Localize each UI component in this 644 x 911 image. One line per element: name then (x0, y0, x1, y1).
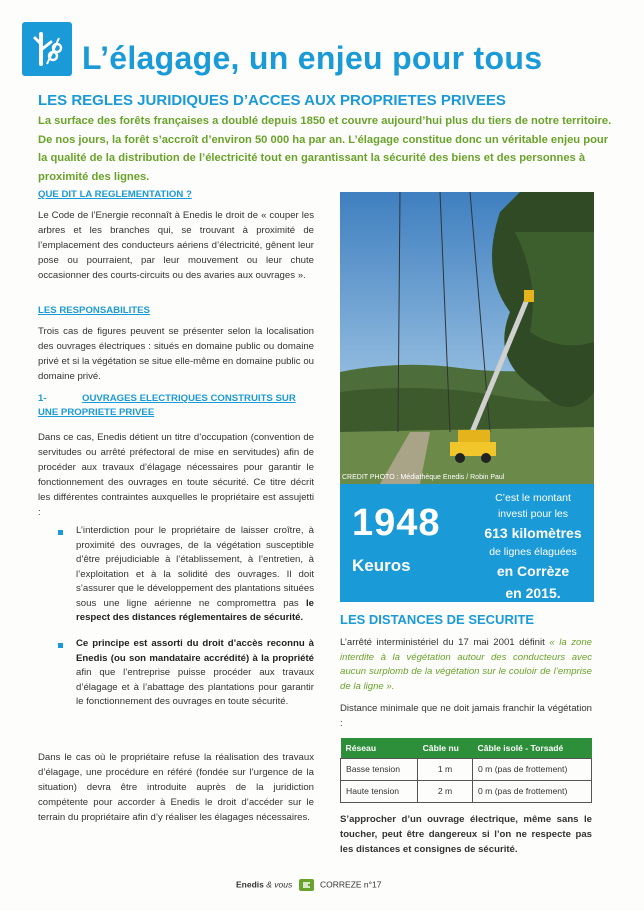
bullet2-bold: Ce principe est assorti du droit d’accès reconnu à Enedis (ou son mandataire accrédité) à la propriété (76, 638, 314, 664)
arrete-italic: « la zone interdite à la végétation autour des conducteurs avec aucun surplomb de la végétation sur le couloir de l’emprise de la ligne ». (340, 637, 592, 692)
investment-amount: 1948 (352, 502, 441, 544)
investment-description (474, 490, 592, 604)
table-cell: 2 m (418, 780, 473, 802)
arrete-text (340, 636, 592, 694)
highlight-line4: en Corrèze (496, 563, 570, 579)
intro-paragraph: La surface des forêts françaises a doublé depuis 1850 et couvre aujourd’hui plus du tiers de notre territoire. De nos jours, la forêt s’accroît d’environ 50 000 ha par an. L’élagage constitue donc un véritable enjeu pour la qualité de la distribution de l’électricité tout en garantissant la sécurité des biens et des personnes à proximité des lignes. (38, 115, 612, 183)
highlight-line5: en 2015. (505, 585, 561, 601)
table-cell: 0 m (pas de frottement) (472, 780, 591, 802)
bullet-item-interdiction (58, 524, 314, 626)
reglementation-text: Le Code de l’Energie reconnaît à Enedis le droit de « couper les arbres et les branches qui, se trouvant à proximité de l’emplacement des conducteurs aériens d’électricité, gênent leur pose ou pourraient, par leur mouvement ou leur chute occasionner des courts-circuits ou des avaries aux ouvrages ». (38, 210, 314, 281)
table-header-cable-isole: Câble isolé - Torsadé (472, 738, 591, 758)
highlight-km: 613 kilomètres (484, 525, 582, 541)
cas1-heading-line2: UNE PROPRIETE PRIVEE (38, 407, 155, 418)
table-row (341, 780, 592, 802)
investment-highlight (340, 484, 594, 602)
footer-brand: Enedis & vous (236, 879, 293, 890)
distance-minimale-text: Distance minimale que ne doit jamais franchir la végétation : (340, 703, 592, 729)
distances-heading: LES DISTANCES DE SECURITE (340, 612, 535, 627)
responsabilites-text: Trois cas de figures peuvent se présenter selon la localisation des ouvrages électriques : situés en domaine public ou domaine privé et si la végétation se situe elle-même en domaine public ou domaine privé. (38, 326, 314, 382)
enedis-logo-icon (299, 879, 314, 891)
highlight-line2: investi pour les (497, 508, 569, 520)
safety-warning: S’approcher d’un ouvrage électrique, même sans le toucher, peut être dangereux si l’on ne respecte pas les distances et consignes de sécurité. (340, 814, 592, 855)
table-header-row (341, 738, 592, 758)
cas1-number: 1- (38, 393, 47, 404)
table-cell: Basse tension (341, 758, 418, 780)
table-cell: Haute tension (341, 780, 418, 802)
bullet1-text: L’interdiction pour le propriétaire de laisser croître, à proximité des ouvrages, de la végétation susceptible d’être préjudiciable à l’établissement, à l’entretien, à l’exploitation et à la solidité des ouvrages. Il doit s’assurer que le développement des plantations situées sous une ligne aérienne ne compromettra pas (76, 525, 314, 609)
table-row (341, 758, 592, 780)
bullet-item-droit-acces (58, 637, 314, 710)
photo-elagage (340, 192, 594, 484)
photo-credit: CREDIT PHOTO : Médiathèque Enedis / Robin Paul (342, 474, 505, 481)
investment-unit: Keuros (352, 556, 411, 575)
photo-illustration (340, 192, 594, 484)
reglementation-heading: QUE DIT LA REGLEMENTATION ? (38, 189, 192, 200)
table-header-cable-nu: Câble nu (418, 738, 473, 758)
arrete-normal: L’arrêté interministériel du 17 mai 2001 définit (340, 637, 545, 648)
cas1-heading-line1: OUVRAGES ELECTRIQUES CONSTRUITS SUR (82, 393, 296, 404)
page-title: L’élagage, un enjeu pour tous (82, 40, 543, 76)
bullet2-text: afin que l’entreprise puisse procéder aux travaux d’élagage et à l’abattage des plantations pour garantir le fonctionnement des ouvrages en toute sécurité. (76, 667, 314, 707)
bullet1-bold: le respect des distances réglementaires de sécurité. (76, 597, 314, 623)
footer-issue: CORREZE n°17 (320, 879, 382, 890)
table-cell: 0 m (pas de frottement) (472, 758, 591, 780)
page-footer (236, 879, 382, 893)
conclusion-text: Dans le cas où le propriétaire refuse la réalisation des travaux d’élagage, une procédure en référé (fondée sur l’urgence de la situation) devra être introduite auprès de la juridiction compétente pour accorder à Enedis le droit d’accéder sur le terrain du propriétaire afin d’y réaliser les élagages nécessaires. (38, 752, 314, 823)
table-cell: 1 m (418, 758, 473, 780)
highlight-line1: C’est le montant (495, 492, 571, 504)
highlight-line3: de lignes élaguées (489, 546, 577, 558)
responsabilites-heading: LES RESPONSABILITES (38, 305, 150, 316)
pruning-logo (22, 22, 72, 76)
distances-table (340, 738, 592, 803)
section-title: LES REGLES JURIDIQUES D’ACCES AUX PROPRIETES PRIVEES (38, 92, 506, 109)
cas1-text: Dans ce cas, Enedis détient un titre d’occupation (convention de servitudes ou arrêté préfectoral de mise en servitudes) afin de procéder aux travaux d’élagage nécessaires pour garantir le fonctionnement des ouvrages en toute sécurité. Ce titre décrit les différentes contraintes auxquelles le propriétaire est assujetti : (38, 432, 314, 518)
cas1-heading (38, 392, 314, 420)
table-header-reseau: Réseau (341, 738, 418, 758)
tree-pruning-icon (31, 30, 63, 68)
